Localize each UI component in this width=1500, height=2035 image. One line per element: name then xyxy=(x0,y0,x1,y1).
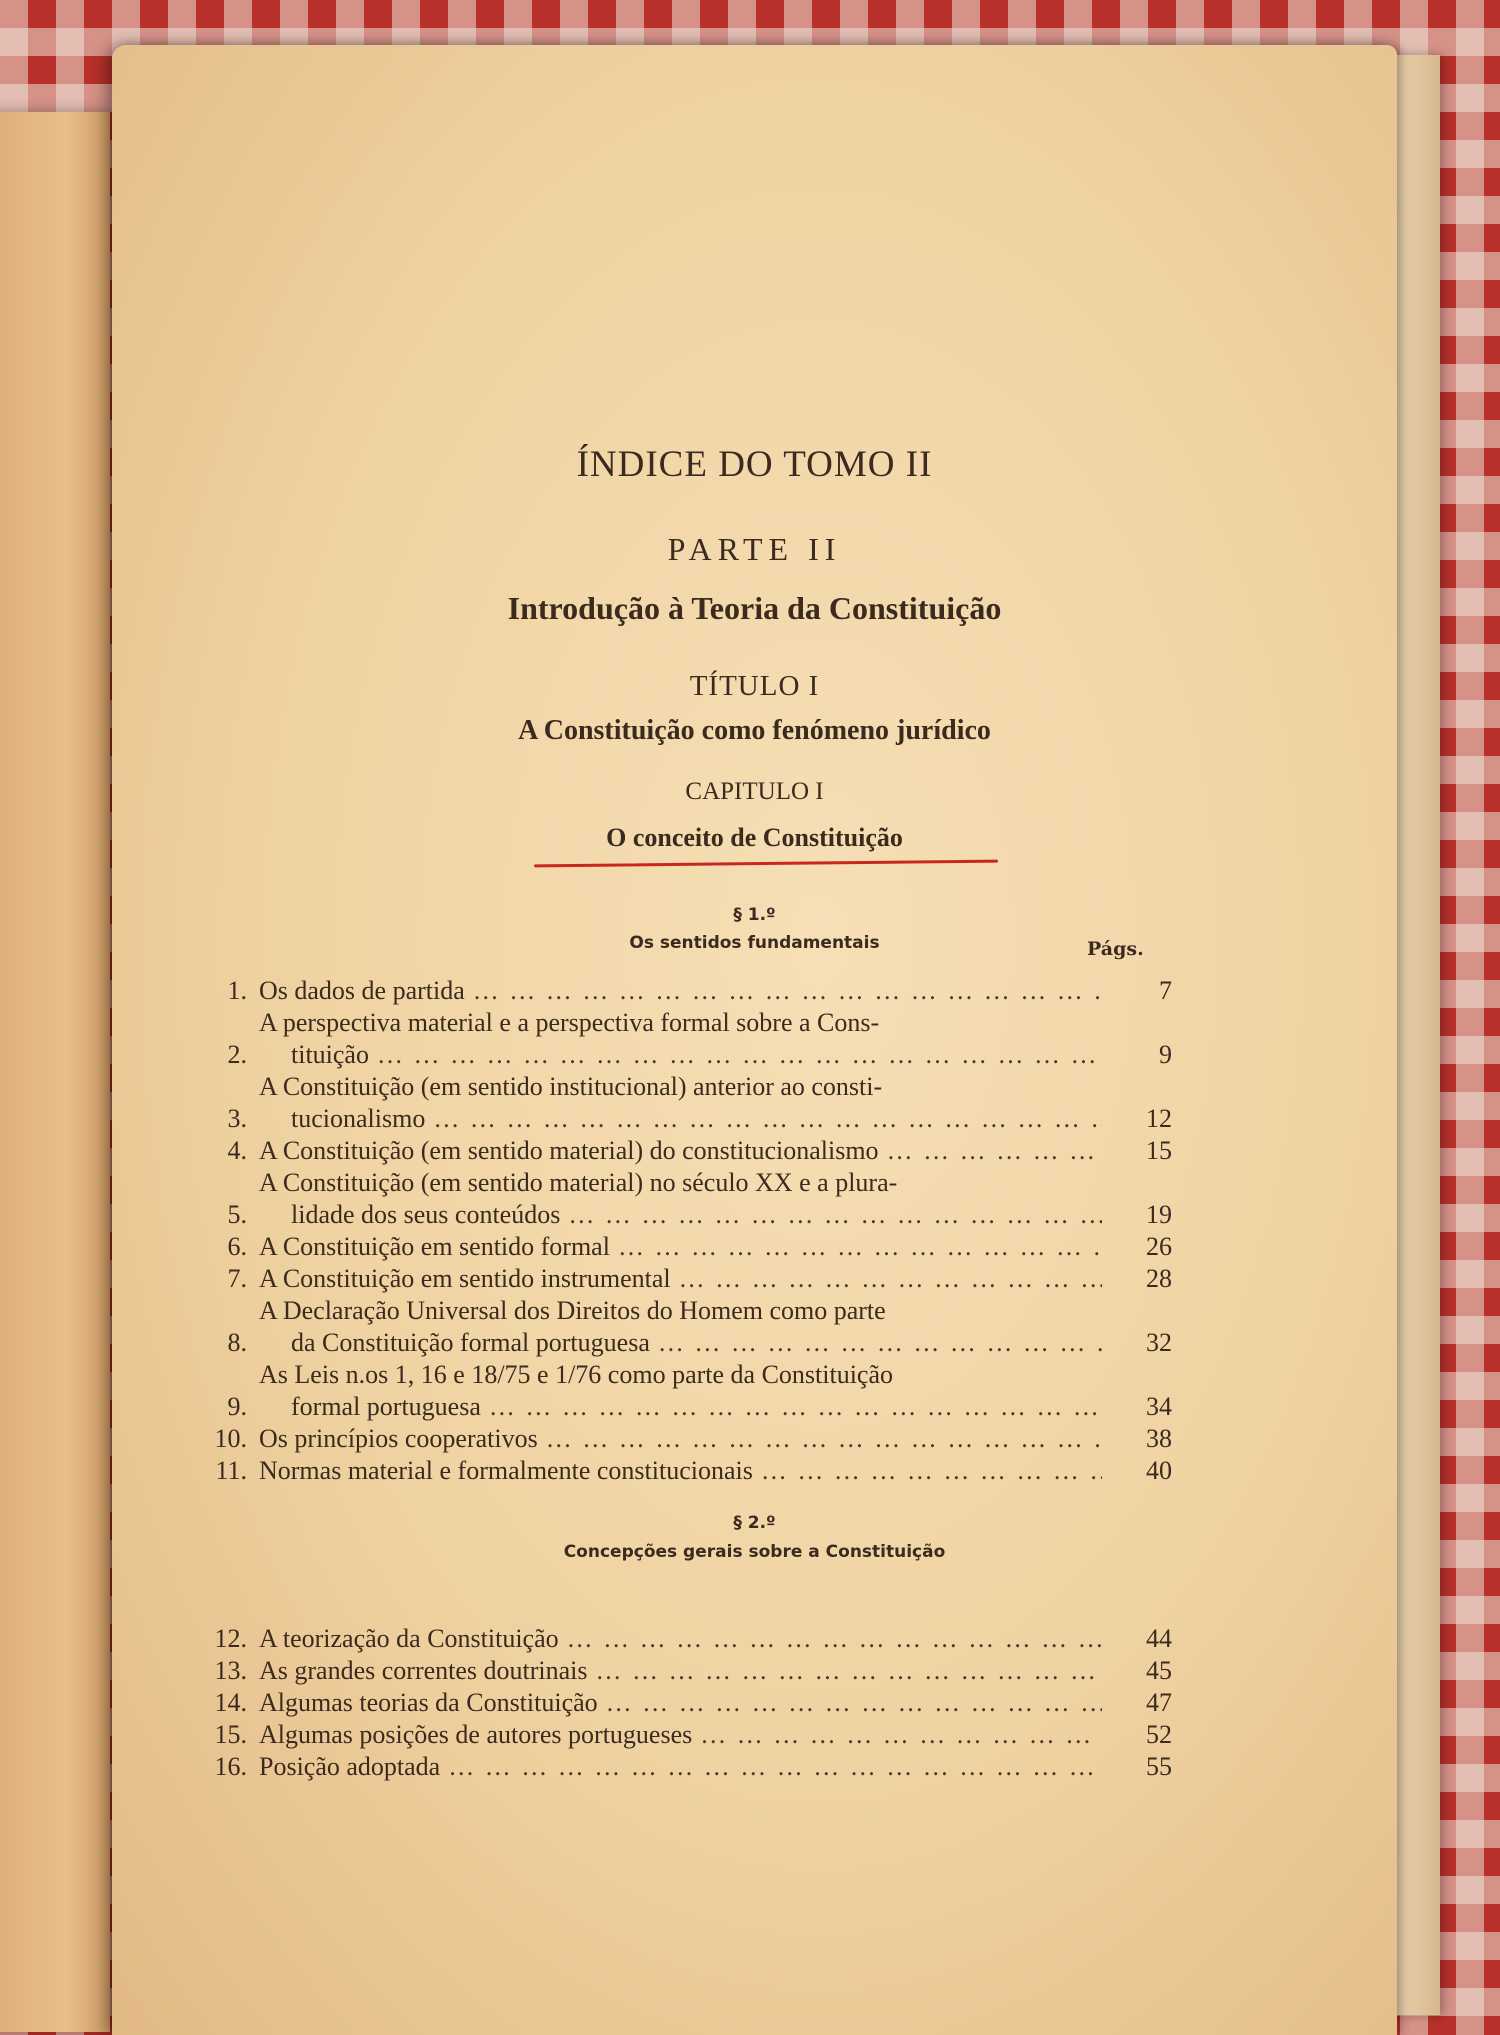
toc-entry-page: 40 xyxy=(1146,1456,1172,1485)
dot-leader xyxy=(538,1423,1102,1455)
toc-entry-text: A Constituição em sentido instrumental xyxy=(259,1264,671,1293)
index-title: ÍNDICE DO TOMO II xyxy=(576,444,933,485)
left-book-page xyxy=(0,112,110,2032)
toc-entry xyxy=(197,1623,1172,1655)
parte-heading: PARTE II xyxy=(667,531,842,567)
toc-entry-page: 26 xyxy=(1146,1232,1172,1261)
toc-entry-page: 52 xyxy=(1146,1720,1172,1749)
dot-leader xyxy=(671,1263,1102,1295)
pages-column-label: Págs. xyxy=(1087,938,1144,960)
toc-entry xyxy=(197,1751,1172,1783)
toc-entry-text: A Constituição (em sentido institucional) anterior ao consti- xyxy=(259,1072,883,1101)
toc-entry-page: 45 xyxy=(1146,1656,1172,1685)
toc-entry-page: 9 xyxy=(1159,1040,1172,1069)
section-mark: § 2.º xyxy=(733,1513,776,1533)
toc-entry xyxy=(197,1359,1172,1423)
toc-entry-number: 10. xyxy=(214,1424,247,1453)
toc-entry-text: A Constituição (em sentido material) do constitucionalismo xyxy=(259,1136,879,1165)
toc-entry-text: A perspectiva material e a perspectiva formal sobre a Cons- xyxy=(259,1008,880,1037)
dot-leader xyxy=(650,1327,1102,1359)
toc-entry-page: 47 xyxy=(1146,1688,1172,1717)
toc-entry-number: 16. xyxy=(214,1752,247,1781)
dot-leader xyxy=(692,1719,1102,1751)
dot-leader xyxy=(879,1135,1102,1167)
toc-entry-page: 32 xyxy=(1146,1328,1172,1357)
toc-entry-text: tituição xyxy=(291,1040,369,1069)
toc-entry-page: 15 xyxy=(1146,1136,1172,1165)
toc-entry-text: lidade dos seus conteúdos xyxy=(291,1200,561,1229)
parte-title: Introdução à Teoria da Constituição xyxy=(507,590,1002,626)
toc-entry xyxy=(197,1231,1172,1263)
dot-leader xyxy=(481,1391,1102,1423)
toc-list xyxy=(197,975,1172,1487)
toc-entry-text: formal portuguesa xyxy=(291,1392,481,1421)
section-title: Os sentidos fundamentais xyxy=(629,933,880,953)
section-mark: § 1.º xyxy=(733,905,776,925)
toc-entry xyxy=(197,1263,1172,1295)
dot-leader xyxy=(440,1751,1102,1783)
toc-entry xyxy=(197,1455,1172,1487)
toc-entry-page: 12 xyxy=(1146,1104,1172,1133)
section-title: Concepções gerais sobre a Constituição xyxy=(563,1542,946,1562)
toc-entry-text: A Declaração Universal dos Direitos do Homem como parte xyxy=(259,1296,886,1325)
toc-entry-page: 34 xyxy=(1146,1392,1172,1421)
capitulo-heading: CAPITULO I xyxy=(685,778,824,805)
toc-list xyxy=(197,1623,1172,1783)
toc-entry-text: A Constituição (em sentido material) no século XX e a plura- xyxy=(259,1168,898,1197)
dot-leader xyxy=(559,1623,1102,1655)
toc-entry-text: As grandes correntes doutrinais xyxy=(259,1656,588,1685)
dot-leader xyxy=(560,1199,1102,1231)
toc-entry-text: A teorização da Constituição xyxy=(259,1624,559,1653)
toc-entry-text: Os dados de partida xyxy=(259,976,465,1005)
dot-leader xyxy=(598,1687,1102,1719)
toc-entry-number: 2. xyxy=(227,1040,247,1069)
toc-entry-text: Normas material e formalmente constitucionais xyxy=(259,1456,753,1485)
toc-entry-text: Os princípios cooperativos xyxy=(259,1424,538,1453)
toc-entry-text: tucionalismo xyxy=(291,1104,426,1133)
toc-entry xyxy=(197,1295,1172,1359)
toc-entry-number: 6. xyxy=(227,1232,247,1261)
book-page xyxy=(112,45,1397,2035)
toc-entry-page: 38 xyxy=(1146,1424,1172,1453)
toc-entry-number: 5. xyxy=(227,1200,247,1229)
toc-entry xyxy=(197,1719,1172,1751)
toc-entry xyxy=(197,1167,1172,1231)
dot-leader xyxy=(753,1455,1102,1487)
toc-entry-page: 28 xyxy=(1146,1264,1172,1293)
dot-leader xyxy=(610,1231,1102,1263)
toc-entry-page: 44 xyxy=(1146,1624,1172,1653)
toc-entry-number: 4. xyxy=(227,1136,247,1165)
toc-entry-number: 7. xyxy=(227,1264,247,1293)
dot-leader xyxy=(465,975,1102,1007)
toc-entry-text: As Leis n.os 1, 16 e 18/75 e 1/76 como parte da Constituição xyxy=(259,1360,894,1389)
toc-entry-text: da Constituição formal portuguesa xyxy=(291,1328,650,1357)
toc-entry-number: 14. xyxy=(214,1688,247,1717)
red-pen-underline xyxy=(534,860,998,868)
toc-entry-number: 13. xyxy=(214,1656,247,1685)
dot-leader xyxy=(369,1039,1102,1071)
toc-entry xyxy=(197,1423,1172,1455)
toc-entry-text: Algumas teorias da Constituição xyxy=(259,1688,598,1717)
toc-entry xyxy=(197,1135,1172,1167)
toc-entry-page: 7 xyxy=(1159,976,1172,1005)
toc-entry-number: 12. xyxy=(214,1624,247,1653)
toc-entry-number: 3. xyxy=(227,1104,247,1133)
toc-entry-number: 15. xyxy=(214,1720,247,1749)
toc-entry-number: 8. xyxy=(227,1328,247,1357)
toc-entry-number: 9. xyxy=(227,1392,247,1421)
titulo-name: A Constituição como fenómeno jurídico xyxy=(518,715,991,746)
toc-entry-page: 19 xyxy=(1146,1200,1172,1229)
toc-entry-page: 55 xyxy=(1146,1752,1172,1781)
toc-entry-number: 11. xyxy=(215,1456,247,1485)
toc-entry xyxy=(197,1687,1172,1719)
toc-entry-text: A Constituição em sentido formal xyxy=(259,1232,610,1261)
dot-leader xyxy=(425,1103,1102,1135)
toc-entry xyxy=(197,1655,1172,1687)
capitulo-name: O conceito de Constituição xyxy=(606,823,903,852)
toc-entry-number: 1. xyxy=(227,976,247,1005)
toc-entry xyxy=(197,1071,1172,1135)
toc-entry xyxy=(197,975,1172,1007)
toc-entry xyxy=(197,1007,1172,1071)
toc-entry-text: Posição adoptada xyxy=(259,1752,441,1781)
dot-leader xyxy=(588,1655,1102,1687)
toc-entry-text: Algumas posições de autores portugueses xyxy=(259,1720,693,1749)
titulo-heading: TÍTULO I xyxy=(689,670,820,702)
